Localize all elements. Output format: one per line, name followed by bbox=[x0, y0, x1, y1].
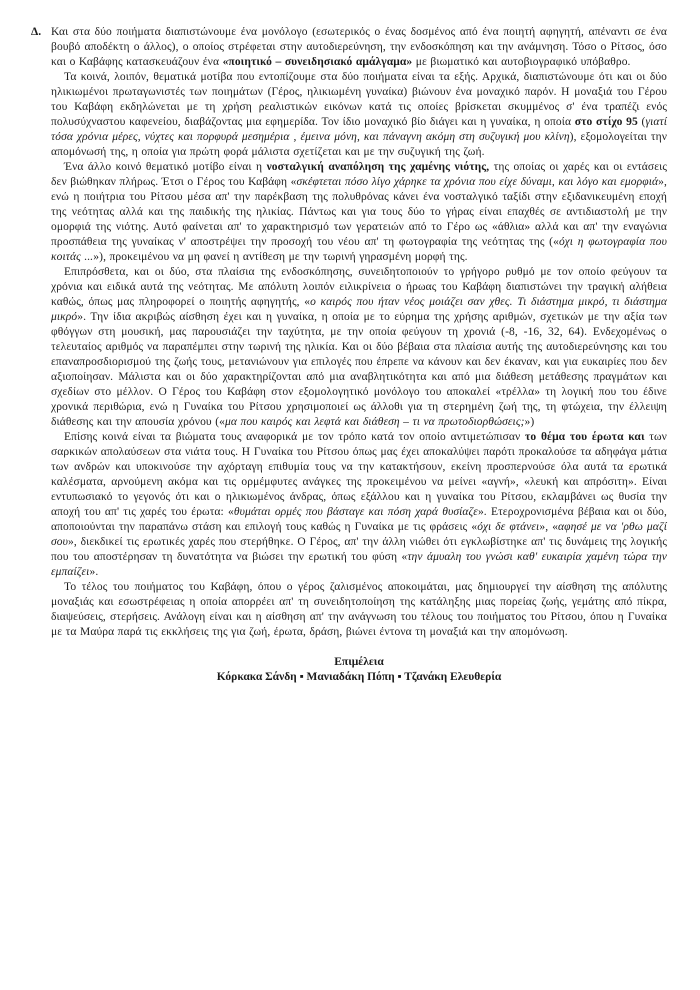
text-run: ), εξομολογείται την απομόνωσή της, η οποία για πρώτη φορά μάλιστα σχετίζεται και με την συζυγική της ζωή. bbox=[51, 131, 668, 158]
text-run: όχι δε φτάνει bbox=[477, 521, 540, 533]
paragraph bbox=[51, 265, 667, 430]
text-run: Το τέλος του ποιήματος του Καβάφη, όπου ο γέρος ζαλισμένος αποκοιμάται, μας δημιουργεί την αίσθηση της απόλυτης μοναξιάς και εσωστρέφειας η οποία απορρέει απ' τη συνειδητοποίηση της κατάληξης μιας πορείας ζωής, γεμάτης από πίκρα, διαψεύσεις, στερήσεις. Ανάλογη είναι και η αίσθηση απ' την ανάγνωση του τέλους του ποιήματος του Ρίτσου, όπου η Γυναίκα με τα Μαύρα παρά τις εκκλήσεις της για ζωή, έρωτα, δράση, βιώνει έντονα τη μοναξιά και την απομόνωση. bbox=[51, 581, 667, 638]
text-run: γιατί τόσα χρόνια μέρες, νύχτες και πορφυρά μεσημέρια , έμεινα μόνη, και πάναγνη ακόμη στη συζυγική μου κλίνη bbox=[51, 116, 668, 143]
text-run: το θέμα του έρωτα και bbox=[525, 431, 645, 443]
paragraph bbox=[51, 25, 667, 70]
text-run: », διεκδικεί τις ερωτικές χαρές που στερήθηκε. Ο Γέρος, απ' την άλλη νιώθει ότι εγκλωβίστηκε απ' τις δυνάμεις της λογικής που του αποστέρησαν τη δυνατότητα να βιώσει την ερωτική του φύση « bbox=[51, 536, 667, 563]
text-run: της οποίας οι χαρές και οι εντάσεις δεν βιώθηκαν πλήρως. Έτσι ο Γέρος του Καβάφη « bbox=[51, 161, 668, 188]
section-label: Δ. bbox=[31, 26, 42, 38]
text-run: νοσταλγική αναπόληση της χαμένης νιότης, bbox=[266, 161, 490, 173]
text-run: ») bbox=[524, 416, 535, 428]
text-run: Και στα δύο ποιήματα διαπιστώνουμε ένα μονόλογο (εσωτερικός ο ένας δοσμένος από ένα ποιητή αφηγητή, απέναντι σε ένα βουβό αποδέκτη ο άλλος), ο οποίος στρέφεται στην αυτοδιερεύνηση, την ενδοσκόπηση και την ανάμνηση. Τόσο ο Ρίτσος, όσο και ο Καβάφης κατασκευάζουν ένα bbox=[51, 26, 667, 68]
text-run: των σαρκικών απολαύσεων στα νιάτα τους. Η Γυναίκα του Ρίτσου όπως μας έχει αποκαλύψει παρότι προκαλούσε τα αδηφάγα μάτια των ανδρών και υποκινούσε την αχόρταγη επιθυμία τους να την κατακτήσουν, εκείνη προσπερνούσε όλα αυτά τα ερωτικά καλέσματα, αρνούμενη ακόμα και τις ορμέμφυτες ανάγκες της προκειμένου να μείνει «αγνή», «λευκή και απρόσιτη». Είναι εντυπωσιακό το γεγονός ότι και ο ηλικιωμένος άνδρας, όπως εξάλλου και η γυναίκα του Ρίτσου, εκλαμβάνει ως θυσία την αποχή του απ' τις χαρές του έρωτα: « bbox=[51, 431, 667, 518]
text-run: Τα κοινά, λοιπόν, θεματικά μοτίβα που εντοπίζουμε στα δύο ποιήματα είναι τα εξής. Αρχικά, διαπιστώνουμε ότι και οι δύο ηλικιωμένοι πρωταγωνιστές των ποιημάτων (Γέρος, ηλικιωμένη γυναίκα) βιώνουν ένα μοναχικό παρόν. Η μοναξιά του Γέρου του Καβάφη εκδηλώνεται με τη χρήση ρεαλιστικών εικόνων κατά τις οποίες βρίσκεται σκυμμένος σ' ένα τραπέζι ενός πολυσύχναστου καφενείου, διαβάζοντας μια εφημερίδα. Τον ίδιο μοναχικό βίο διάγει και η γυναίκα, η οποία bbox=[51, 71, 667, 128]
text-run: μα που καιρός και λεφτά και διάθεση – τι να πρωτοδιορθώσεις; bbox=[224, 416, 525, 428]
document-body bbox=[51, 25, 667, 685]
text-run: σκέφτεται πόσο λίγο χάρηκε τα χρόνια που είχε δύναμι, και λόγο και εμορφιά bbox=[296, 176, 659, 188]
text-run: ο καιρός που ήταν νέος μοιάζει σαν χθες. Τι διάστημα μικρό, τι διάστημα μικρό bbox=[51, 296, 667, 323]
text-run: », « bbox=[539, 521, 559, 533]
paragraph bbox=[51, 580, 667, 640]
text-run: «ποιητικό – συνειδησιακό αμάλγαμα» bbox=[222, 56, 413, 68]
text-run: ». Ετεροχρονισμένα βέβαια και οι δύο, αποποιούνται την παραπάνω στάση και επιλογή τους καθώς η Γυναίκα με τις φράσεις « bbox=[51, 506, 667, 533]
text-run: ». bbox=[89, 566, 99, 578]
text-run: την άμυαλη του γνώσι καθ' ευκαιρία χαμένη τώρα την εμπαίζει bbox=[51, 551, 667, 578]
text-run: αφησέ με να 'ρθω μαζί σου bbox=[51, 521, 667, 548]
credits-heading: Επιμέλεια bbox=[334, 656, 384, 668]
text-run: ( bbox=[637, 116, 646, 128]
text-run: Ένα άλλο κοινό θεματικό μοτίβο είναι η bbox=[64, 161, 267, 173]
text-run: στο στίχο 95 bbox=[574, 116, 638, 128]
text-run: όχι η φωτογραφία που κοιτάς ... bbox=[51, 236, 667, 263]
text-run: με βιωματικό και αυτοβιογραφικό υπόβαθρο. bbox=[412, 56, 631, 68]
paragraph bbox=[51, 160, 667, 265]
text-run: ». Την ίδια ακριβώς αίσθηση έχει και η γυναίκα, η οποία με το εύρημα της χρήσης αριθμών, σχετικών με την αξία των φθόγγων στη μουσική, μας παρουσιάζει την ταχύτητα, με την οποία φεύγουν τη χρονιά (-8, -16, 32, 64). Ενδεχομένως ο τελευταίος αριθμός να παραπέμπει στην τωρινή της ηλικία. Και οι δύο βέβαια στα πλαίσια αυτής της αυτοδιερεύνησης και του επαναπροσδιορισμού της ζωής τους, μετανιώνουν για επιλογές που έπρεπε να κάνουν και δεν έκαναν, και για ευκαιρίες που δεν αξιοποίησαν. Μάλιστα και οι δύο χαρακτηρίζονται από μια αναβλητικότητα και από μια διάθεση μετάθεσης πραγμάτων και σχεδίων στο μέλλον. Ο Γέρος του Καβάφη στον εξομολογητικό μονόλογο του αποκαλεί «τρέλλα» τη λογική που του έδινε χρονικά περιθώρια, ενώ η Γυναίκα του Ρίτσου χρησιμοποιεί ως άλλοθι για τη στερημένη ζωή της, τη φτώχεια, την έλλειψη διάθεσης και την απουσία χρόνου (« bbox=[51, 311, 667, 428]
paragraph bbox=[51, 70, 667, 160]
text-run: », ενώ η ποιήτρια του Ρίτσου μέσα απ' την παρέκβαση της πολυθρόνας κάνει ένα νοσταλγικό ταξίδι στην εξιδανικευμένη εποχή της νεότητας αλλά και της παιδικής της ηλικίας. Πάντως και για τους δύο το γήρας είναι επαχθές σε αντιδιαστολή με την ομορφιά της νιότης. Αυτό φαίνεται απ' το χαρακτηρισμό των γερατειών από το Γέρο ως «άθλια» αλλά και απ' την εναγώνια προσπάθεια της γυναίκας ν' αποστρέψει την προσοχή του νέου απ' τη φωτογραφία της νεότητας της (« bbox=[51, 176, 667, 248]
text-run: θυμάται ορμές που βάσταγε και πόση χαρά θυσίαζε bbox=[233, 506, 478, 518]
credits-names: Κόρκακα Σάνδη ▪ Μανιαδάκη Πόπη ▪ Τζανάκη Ελευθερία bbox=[216, 671, 502, 683]
text-run: Επίσης κοινά είναι τα βιώματα τους αναφορικά με τον τρόπο κατά τον οποίο αντιμετώπισαν bbox=[64, 431, 526, 443]
text-run: Επιπρόσθετα, και οι δύο, στα πλαίσια της ενδοσκόπησης, συνειδητοποιούν το γρήγορο ρυθμό με τον οποίο φεύγουν τα χρόνια και ειδικά αυτά της νεότητας. Με απόλυτη λοιπόν ειλικρίνεια ο ήρωας του Καβάφη διαπιστώνει την τραγική αλήθεια καθώς, όπως μας πληροφορεί ο ποιητής αφηγητής, « bbox=[51, 266, 667, 308]
paragraph bbox=[51, 430, 667, 580]
credits-block bbox=[51, 655, 667, 685]
text-run: »), προκειμένου να μη φανεί η αντίθεση με την τωρινή γηρασμένη μορφή της. bbox=[93, 251, 468, 263]
